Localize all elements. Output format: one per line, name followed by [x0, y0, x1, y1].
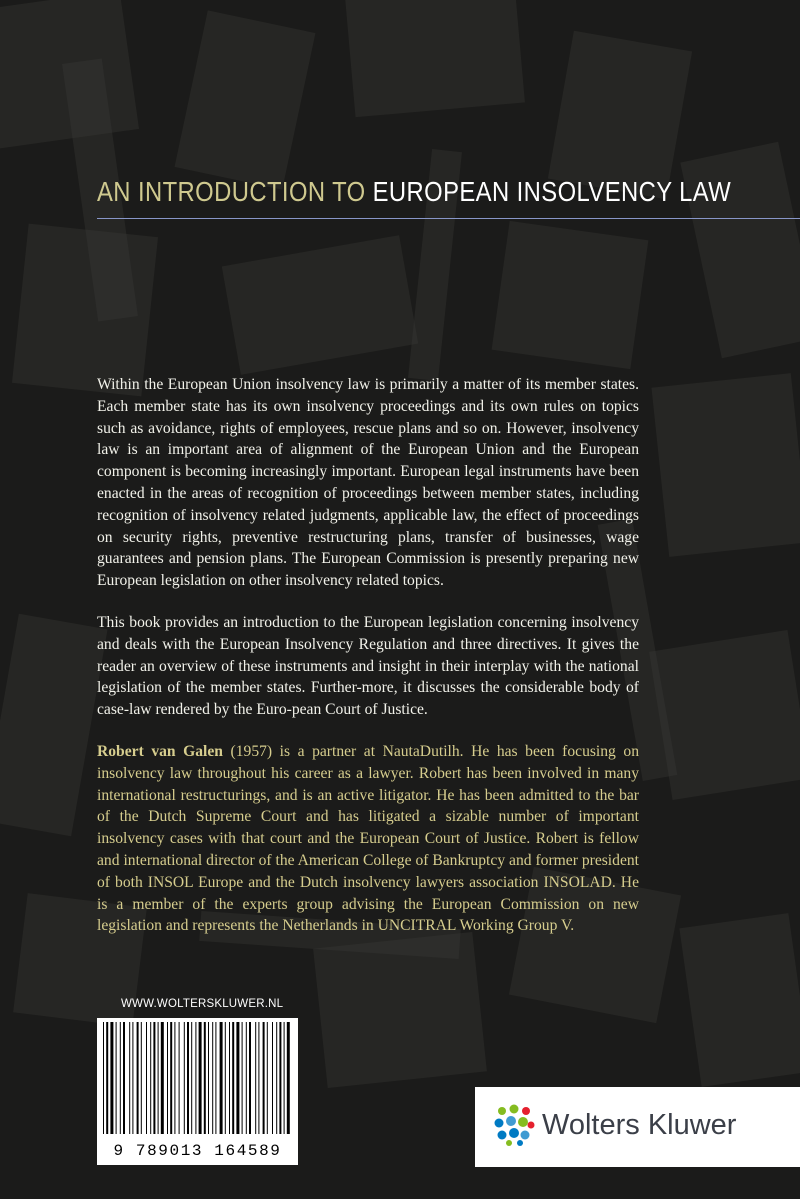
- website-url[interactable]: WWW.WOLTERSKLUWER.NL: [121, 998, 284, 1010]
- barcode-icon: [101, 1022, 294, 1137]
- author-bio-text: (1957) is a partner at NautaDutilh. He has been focusing on insolvency law throughout his career as a lawyer. Robert has been involved in many international restructurings, and is an active litigator. He has been admitted to the bar of the Dutch Supreme Court and has litigated a sizable number of important insolvency cases with that court and the European Court of Justice. Robert is fellow and international director of the American College of Bankruptcy and former president of both INSOL Europe and the Dutch insolvency lawyers association INSOLAD. He is a member of the experts group advising the European Commission on new legislation and represents the Netherlands in UNCITRAL Working Group V.: [97, 742, 639, 935]
- title-rule: [97, 218, 800, 219]
- author-name: Robert van Galen: [97, 742, 223, 760]
- title-prefix: AN INTRODUCTION TO: [97, 176, 366, 207]
- author-bio: [97, 741, 639, 937]
- cover-title: [97, 176, 731, 208]
- title-main: EUROPEAN INSOLVENCY LAW: [372, 176, 732, 207]
- blurb-paragraph-2: This book provides an introduction to the European legislation concerning insolvency and deals with the European Insolvency Regulation and three directives. It gives the reader an overview of these instruments and insight in their interplay with the national legislation of the member states. Further-more, it discusses the considerable body of case-law rendered by the Euro-pean Court of Justice.: [97, 613, 639, 719]
- blurb-paragraph-1: Within the European Union insolvency law is primarily a matter of its member states. Each member state has its own insolvency proceedings and its own rules on topics such as avoidance, rights of employees, rescue plans and so on. However, insolvency law is an important area of alignment of the European Union and the European component is becoming increasingly important. European legal instruments have been enacted in the areas of recognition of proceedings between member states, including recognition of insolvency related judgments, applicable law, the effect of proceedings on security rights, preventive restructuring plans, transfer of businesses, wage guarantees and pension plans. The European Commission is presently preparing new European legislation on other insolvency related topics.: [97, 376, 639, 590]
- blurb: [97, 374, 639, 957]
- barcode: [97, 1018, 298, 1165]
- publisher-name: Wolters Kluwer: [542, 1109, 737, 1141]
- publisher-logo: [475, 1087, 800, 1167]
- wolters-kluwer-logo-icon: [493, 1104, 535, 1146]
- isbn-number: 9 789013 164589: [113, 1142, 282, 1160]
